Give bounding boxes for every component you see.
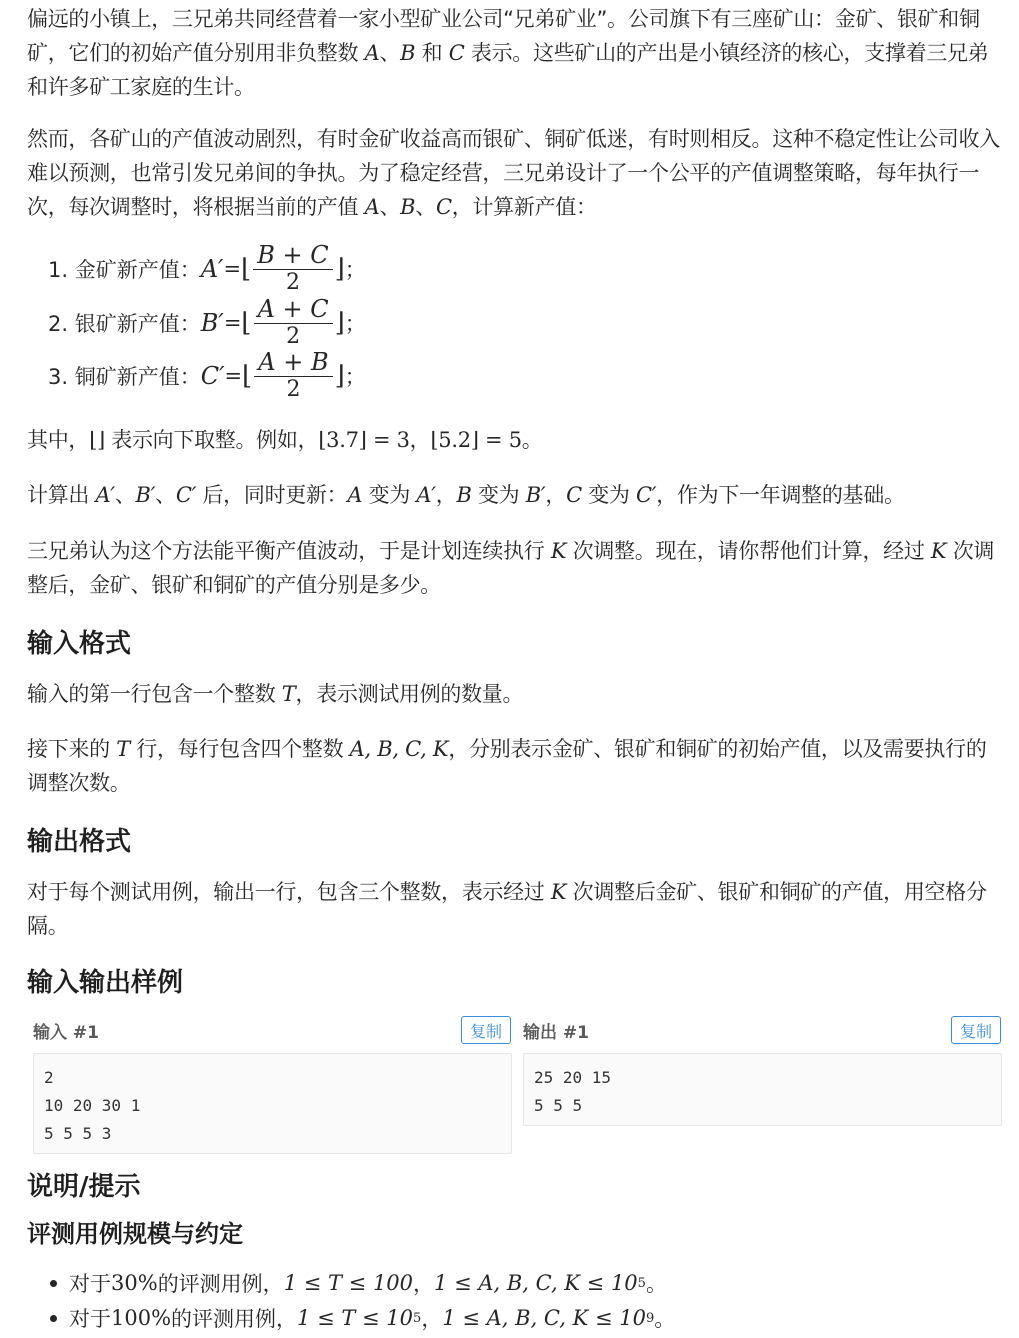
- bullet-dot-icon: [50, 1280, 57, 1287]
- story-paragraph-1: 偏远的小镇上，三兄弟共同经营着一家小型矿业公司“兄弟矿业”。公司旗下有三座矿山：金矿、银矿和铜矿，它们的初始产值分别用非负整数 A、B 和 C 表示。这些矿山的产出是小镇经济的核心，支撑着三兄弟和许多矿工家庭的生计。: [27, 7, 989, 99]
- sample-output-line: 25 20 15: [534, 1068, 612, 1087]
- input-paragraph-2: 接下来的 T 行，每行包含四个整数 A, B, C, K，分别表示金矿、银矿和铜矿的初始产值，以及需要执行的调整次数。: [27, 737, 987, 795]
- heading-hint: 说明/提示: [27, 1172, 141, 1202]
- formula-item-silver: 2. 银矿新产值： B′ = ⌊ $\frac{A + C}{2}$ ⌋ ；: [48, 295, 366, 349]
- sample-input-label: 输入 #1: [33, 1023, 99, 1043]
- floor-explanation: 其中，⌊⌋ 表示向下取整。例如，⌊3.7⌋ = 3，⌊5.2⌋ = 5。: [27, 428, 543, 452]
- heading-scale: 评测用例规模与约定: [27, 1220, 243, 1248]
- sample-input-line: 10 20 30 1: [44, 1096, 141, 1115]
- heading-output-format: 输出格式: [27, 827, 132, 857]
- output-paragraph: 对于每个测试用例，输出一行，包含三个整数，表示经过 K 次调整后金矿、银矿和铜矿的产值，用空格分隔。: [27, 880, 987, 938]
- copy-input-button[interactable]: 复制: [461, 1016, 511, 1044]
- bullet-dot-icon: [50, 1315, 57, 1322]
- task-paragraph: 三兄弟认为这个方法能平衡产值波动，于是计划连续执行 K 次调整。现在，请你帮他们计算，经过 K 次调整后，金矿、银矿和铜矿的产值分别是多少。: [27, 539, 995, 597]
- sample-input-line: 5 5 5 3: [44, 1124, 112, 1143]
- formula-item-gold: 1. 金矿新产值： A′ = ⌊ $\frac{B + C}{2}$ ⌋ ；: [48, 241, 366, 295]
- heading-input-format: 输入格式: [27, 629, 132, 659]
- update-paragraph: 计算出 A′、B′、C′ 后，同时更新：A 变为 A′，B 变为 B′，C 变为 C′，作为下一年调整的基础。: [27, 483, 905, 507]
- story-paragraph-2: 然而，各矿山的产值波动剧烈，有时金矿收益高而银矿、铜矿低迷，有时则相反。这种不稳定性让公司收入难以预测，也常引发兄弟间的争执。为了稳定经营，三兄弟设计了一个公平的产值调整策略，每年执行一次，每次调整时，将根据当前的产值 A、B、C，计算新产值：: [27, 127, 1000, 219]
- input-paragraph-1: 输入的第一行包含一个整数 T，表示测试用例的数量。: [27, 682, 524, 706]
- heading-sample: 输入输出样例: [27, 968, 184, 998]
- formula-item-copper: 3. 铜矿新产值： C′ = ⌊ $\frac{A + B}{2}$ ⌋ ；: [48, 348, 366, 402]
- sample-input-line: 2: [44, 1068, 54, 1087]
- constraint-item-30: 对于 30% 的评测用例， 1 ≤ T ≤ 100 ， 1 ≤ A, B, C, K ≤ 10 5 。: [50, 1268, 667, 1298]
- sample-output-box[interactable]: [523, 1053, 1002, 1126]
- copy-output-button[interactable]: 复制: [951, 1016, 1001, 1044]
- sample-input-box[interactable]: [33, 1053, 512, 1154]
- sample-output-line: 5 5 5: [534, 1096, 583, 1115]
- sample-output-label: 输出 #1: [523, 1023, 589, 1043]
- constraint-item-100: 对于 100% 的评测用例， 1 ≤ T ≤ 10 5 ， 1 ≤ A, B, C, K ≤ 10 9 。: [50, 1303, 675, 1333]
